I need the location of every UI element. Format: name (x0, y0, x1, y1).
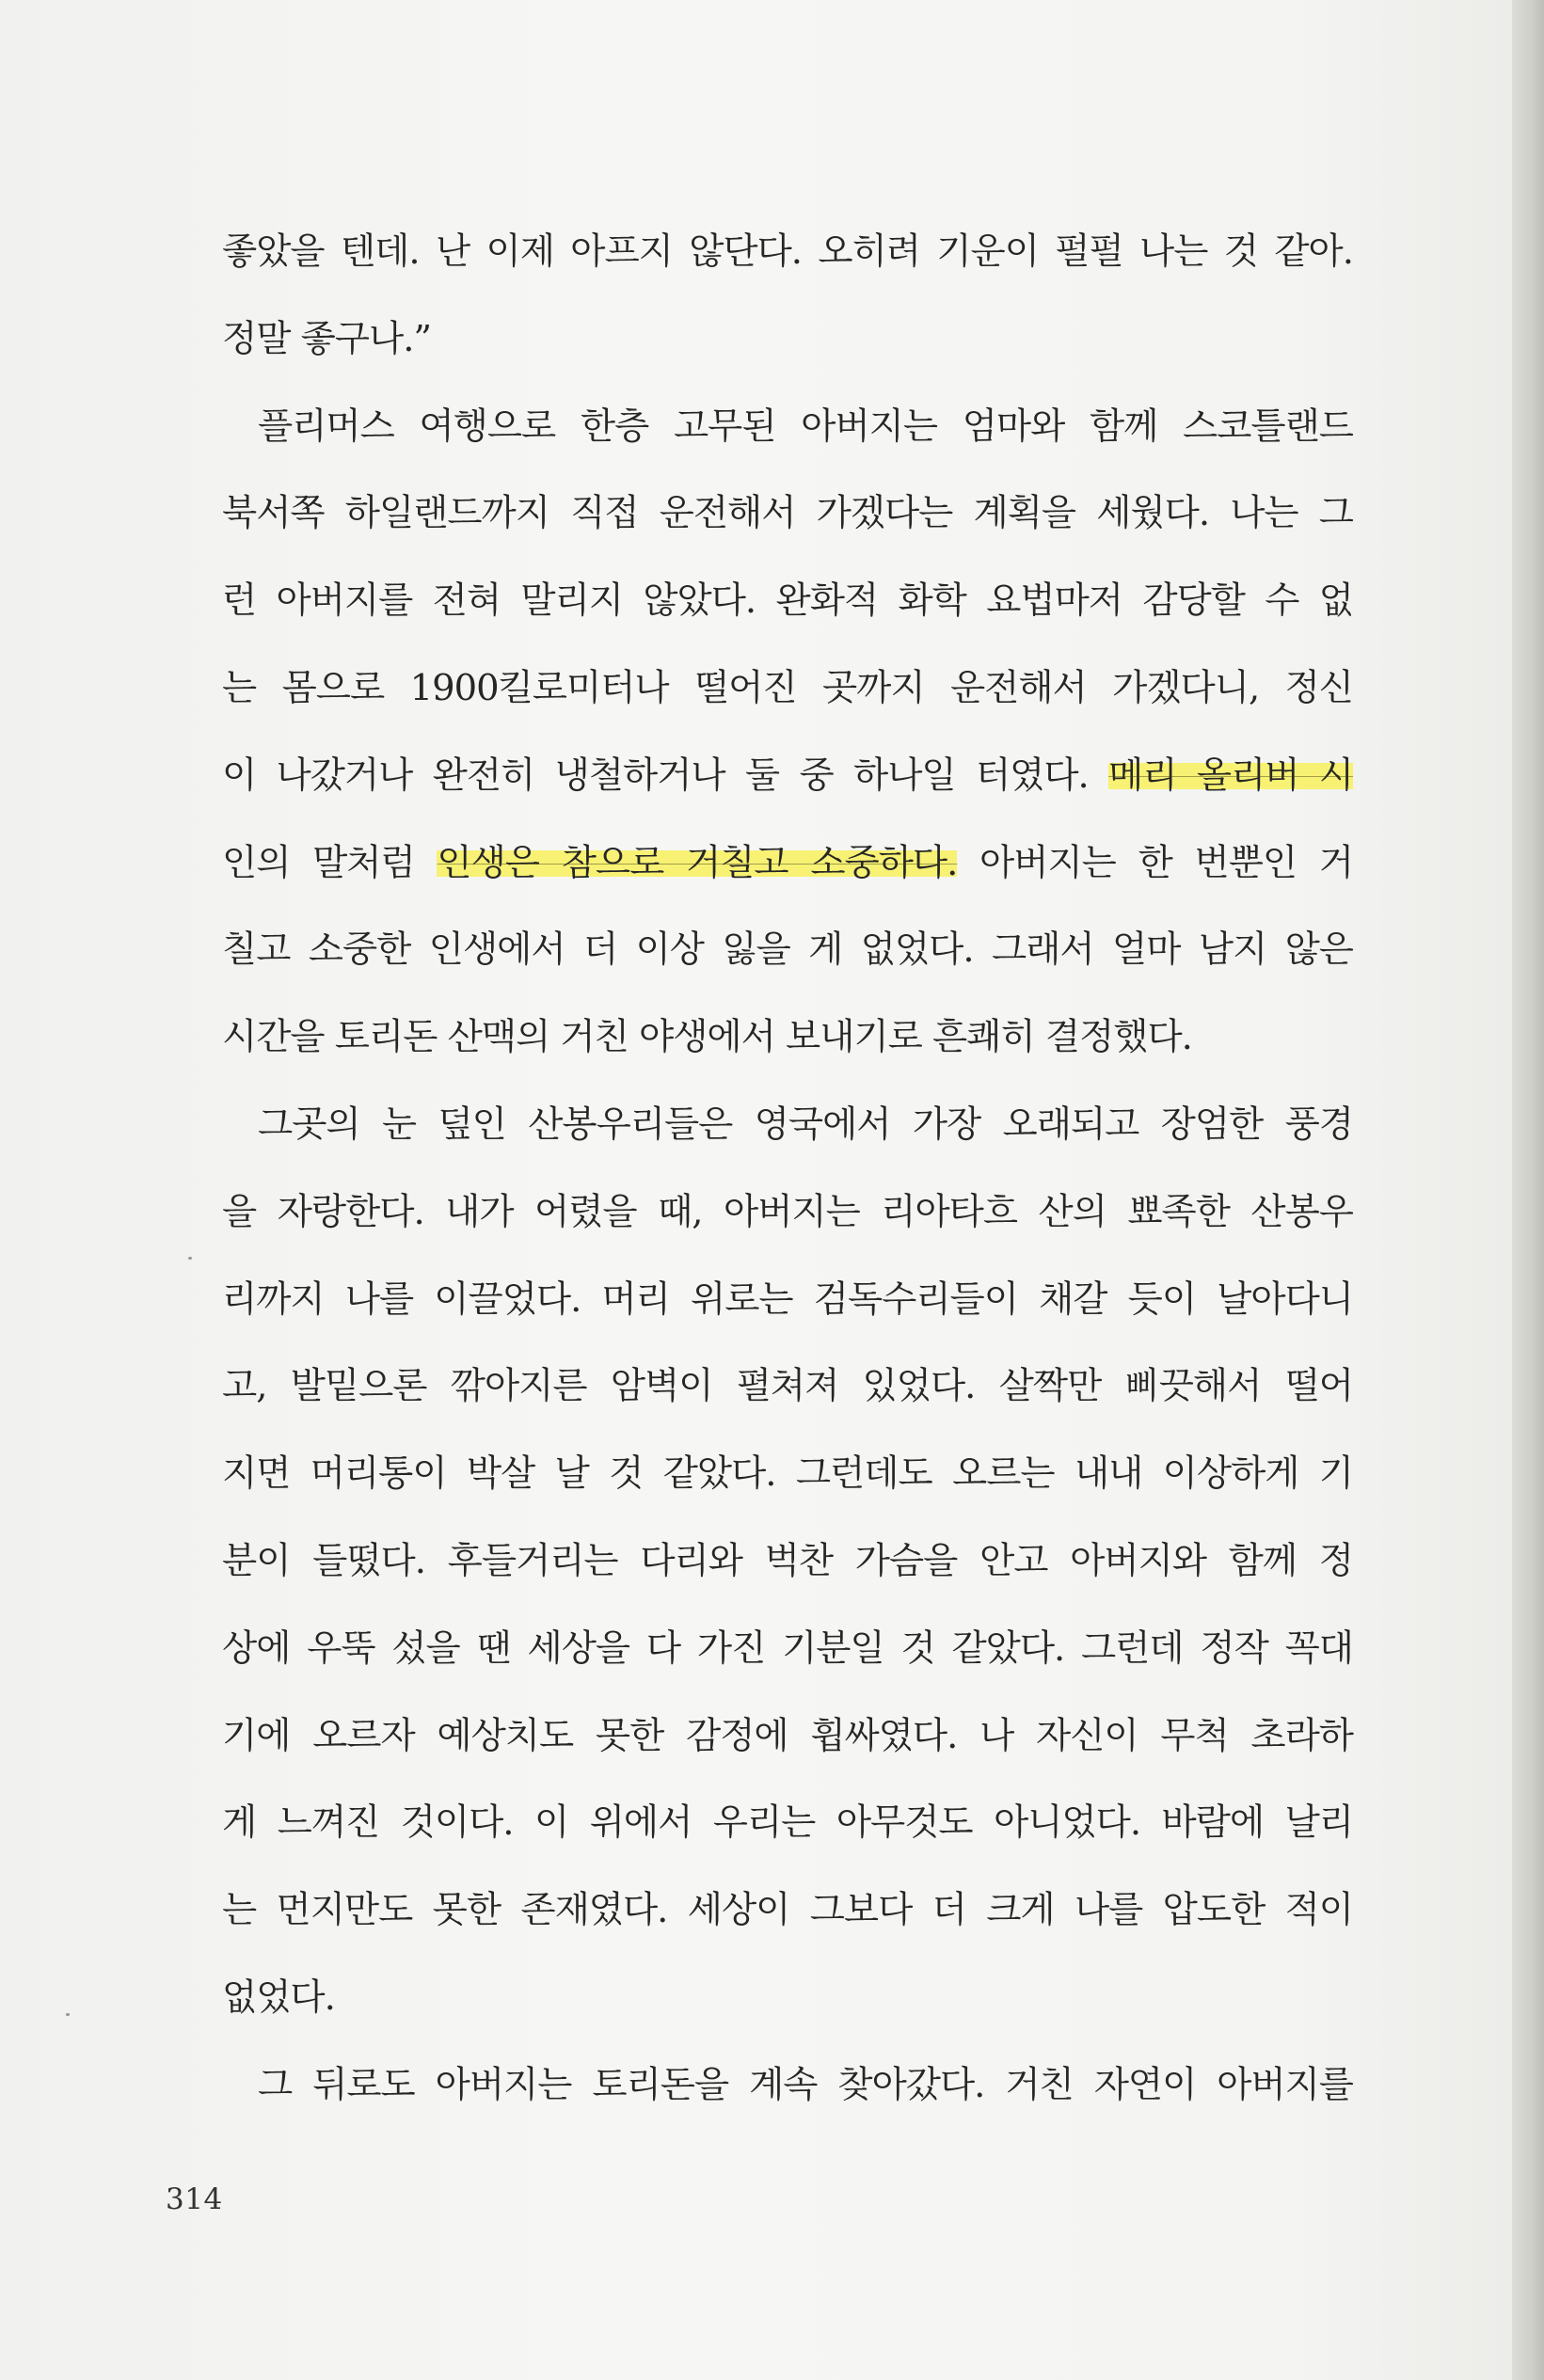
text-line: 시간을 토리돈 산맥의 거친 야생에서 보내기로 흔쾌히 결정했다. (222, 1016, 1192, 1059)
highlighted-text: 메리 올리버 시 (1108, 754, 1354, 797)
text-line: 고, 발밑으론 깎아지른 암벽이 펼쳐져 있었다. 살짝만 삐끗해서 떨어 (222, 1365, 1353, 1408)
highlighted-text: 인생은 참으로 거칠고 소중하다. (437, 841, 958, 884)
text-line: 는 먼지만도 못한 존재였다. 세상이 그보다 더 크게 나를 압도한 적이 (222, 1889, 1353, 1932)
text-line: 칠고 소중한 인생에서 더 이상 잃을 게 없었다. 그래서 얼마 남지 않은 (222, 928, 1353, 972)
page-number: 314 (166, 2182, 223, 2216)
text-line: 기에 오르자 예상치도 못한 감정에 휩싸였다. 나 자신이 무척 초라하 (222, 1714, 1353, 1757)
text-line: 그곳의 눈 덮인 산봉우리들은 영국에서 가장 오래되고 장엄한 풍경 (258, 1103, 1353, 1146)
paper-speck (188, 1257, 192, 1260)
paper-speck (66, 2013, 70, 2016)
text-line (222, 733, 1353, 820)
text-line: 런 아버지를 전혀 말리지 않았다. 완화적 화학 요법마저 감당할 수 없 (222, 579, 1353, 623)
text-line: 상에 우뚝 섰을 땐 세상을 다 가진 기분일 것 같았다. 그런데 정작 꼭대 (222, 1626, 1353, 1670)
text-line: 는 몸으로 1900킬로미터나 떨어진 곳까지 운전해서 가겠다니, 정신 (222, 666, 1353, 709)
text-line: 북서쪽 하일랜드까지 직접 운전해서 가겠다는 계획을 세웠다. 나는 그 (222, 492, 1353, 535)
text-line: 정말 좋구나.” (222, 317, 432, 360)
text-line: 게 느껴진 것이다. 이 위에서 우리는 아무것도 아니었다. 바람에 날리 (222, 1801, 1353, 1845)
page-edge (1512, 0, 1544, 2380)
text-line (222, 820, 1353, 908)
text-line: 지면 머리통이 박살 날 것 같았다. 그런데도 오르는 내내 이상하게 기 (222, 1452, 1353, 1496)
text-line-plain: 아버지는 한 번뿐인 거 (957, 841, 1353, 884)
text-line-plain: 이 나갔거나 완전히 냉철하거나 둘 중 하나일 터였다. (222, 754, 1109, 797)
body-text (222, 209, 1353, 2130)
text-line-plain: 인의 말처럼 (222, 841, 438, 884)
text-line: 을 자랑한다. 내가 어렸을 때, 아버지는 리아타흐 산의 뾰족한 산봉우 (222, 1190, 1353, 1233)
text-line: 플리머스 여행으로 한층 고무된 아버지는 엄마와 함께 스코틀랜드 (258, 405, 1353, 448)
text-line: 없었다. (222, 1975, 335, 2019)
text-line: 리까지 나를 이끌었다. 머리 위로는 검독수리들이 채갈 듯이 날아다니 (222, 1277, 1353, 1321)
text-line: 그 뒤로도 아버지는 토리돈을 계속 찾아갔다. 거친 자연이 아버지를 (258, 2063, 1353, 2106)
text-line: 좋았을 텐데. 난 이제 아프지 않단다. 오히려 기운이 펄펄 나는 것 같아. (222, 230, 1353, 273)
text-line: 분이 들떴다. 후들거리는 다리와 벅찬 가슴을 안고 아버지와 함께 정 (222, 1539, 1353, 1582)
